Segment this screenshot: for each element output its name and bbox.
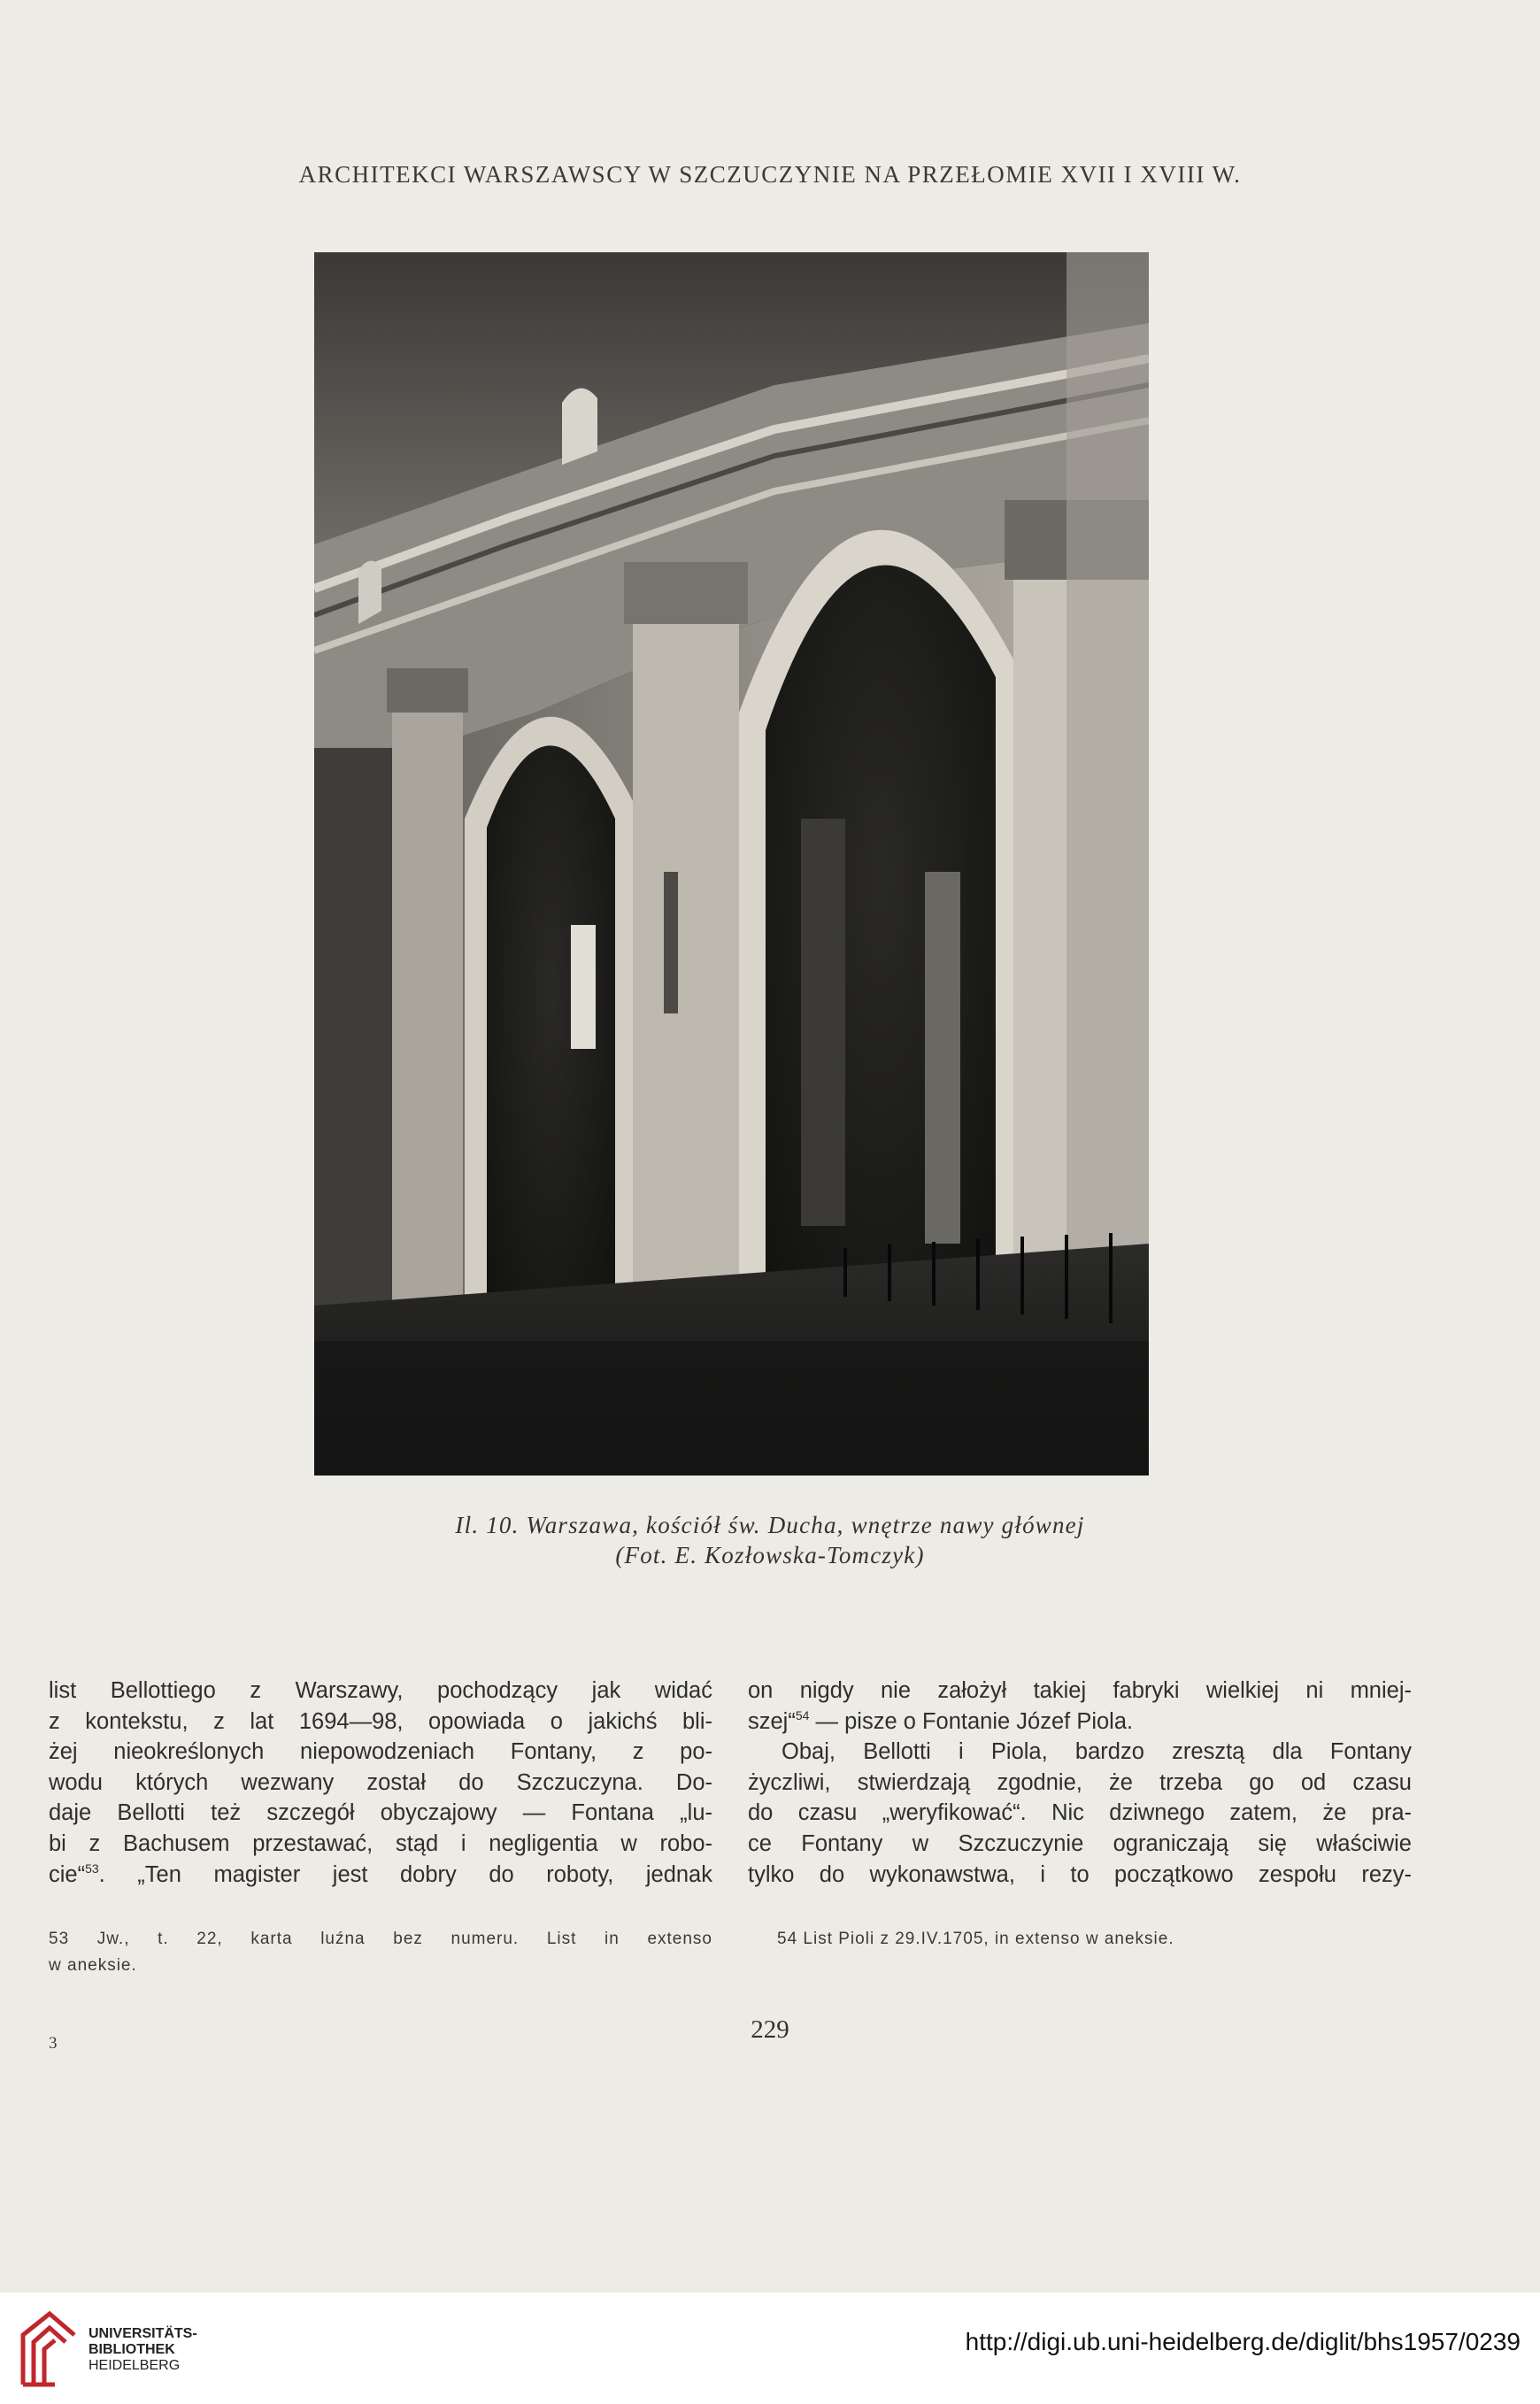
running-head: ARCHITEKCI WARSZAWSCY W SZCZUCZYNIE NA PRZEŁOMIE XVII I XVIII W. bbox=[298, 161, 1242, 188]
text-fragment: — pisze o Fontanie Józef Piola. bbox=[809, 1708, 1134, 1734]
text-line bbox=[748, 1707, 1412, 1738]
caption-line-2: (Fot. E. Kozłowska-Tomczyk) bbox=[615, 1542, 925, 1568]
text-line: żej nieokreślonych niepowodzeniach Fontany, z po- bbox=[49, 1739, 712, 1765]
footnote-line: 53 Jw., t. 22, karta luźna bez numeru. List in extenso bbox=[49, 1930, 712, 1948]
library-line: HEIDELBERG bbox=[89, 2358, 181, 2373]
footnote-line: 54 List Pioli z 29.IV.1705, in extenso w aneksie. bbox=[777, 1930, 1174, 1948]
footnote-ref-54: 54 bbox=[795, 1707, 810, 1722]
text-fragment: szej“ bbox=[748, 1708, 796, 1734]
footnote-53 bbox=[49, 1926, 712, 1979]
page-number: 229 bbox=[751, 2015, 789, 2044]
text-line: list Bellottiego z Warszawy, pochodzący jak widać bbox=[49, 1678, 712, 1703]
digitization-footer bbox=[0, 2292, 1540, 2404]
library-line: UNIVERSITÄTS- bbox=[89, 2326, 197, 2341]
text-line: bi z Bachusem przestawać, stąd i negligentia w robo- bbox=[49, 1830, 712, 1856]
library-line: BIBLIOTHEK bbox=[89, 2342, 175, 2357]
footnote-ref-53: 53 bbox=[85, 1861, 99, 1876]
text-line: daje Bellotti też szczegół obyczajowy — Fontana „lu- bbox=[49, 1800, 712, 1826]
library-name bbox=[89, 2326, 197, 2374]
library-logo-icon bbox=[18, 2308, 80, 2390]
footnote-line: w aneksie. bbox=[49, 1956, 137, 1975]
figure-caption bbox=[0, 1510, 1540, 1570]
text-line bbox=[49, 1860, 712, 1891]
left-text-column bbox=[49, 1676, 712, 1890]
text-line: Obaj, Bellotti i Piola, bardzo zresztą dla Fontany bbox=[782, 1739, 1412, 1765]
nave-photograph bbox=[314, 252, 1149, 1476]
text-line: ce Fontany w Szczuczynie ograniczają się właściwie bbox=[748, 1830, 1412, 1856]
source-url-link[interactable]: http://digi.ub.uni-heidelberg.de/diglit/bhs1957/0239 bbox=[965, 2328, 1521, 2355]
text-fragment: . „Ten magister jest dobry do roboty, jednak bbox=[98, 1861, 712, 1887]
text-line: do czasu „weryfikować“. Nic dziwnego zatem, że pra- bbox=[748, 1800, 1412, 1826]
text-line: z kontekstu, z lat 1694—98, opowiada o jakichś bli- bbox=[49, 1708, 712, 1734]
church-interior-photo bbox=[314, 252, 1149, 1476]
text-line: on nigdy nie założył takiej fabryki wielkiej ni mniej- bbox=[748, 1678, 1412, 1703]
text-line: życzliwi, stwierdzają zgodnie, że trzeba go od czasu bbox=[748, 1769, 1412, 1795]
right-text-column bbox=[748, 1676, 1412, 1890]
text-line: tylko do wykonawstwa, i to początkowo zespołu rezy- bbox=[748, 1861, 1412, 1887]
text-fragment: cie“ bbox=[49, 1861, 86, 1887]
footnote-54 bbox=[777, 1926, 1414, 1953]
text-line: wodu których wezwany został do Szczuczyna. Do- bbox=[49, 1769, 712, 1795]
caption-line-1: Il. 10. Warszawa, kościół św. Ducha, wnętrze nawy głównej bbox=[455, 1512, 1085, 1538]
signature-mark: 3 bbox=[49, 2034, 58, 2053]
